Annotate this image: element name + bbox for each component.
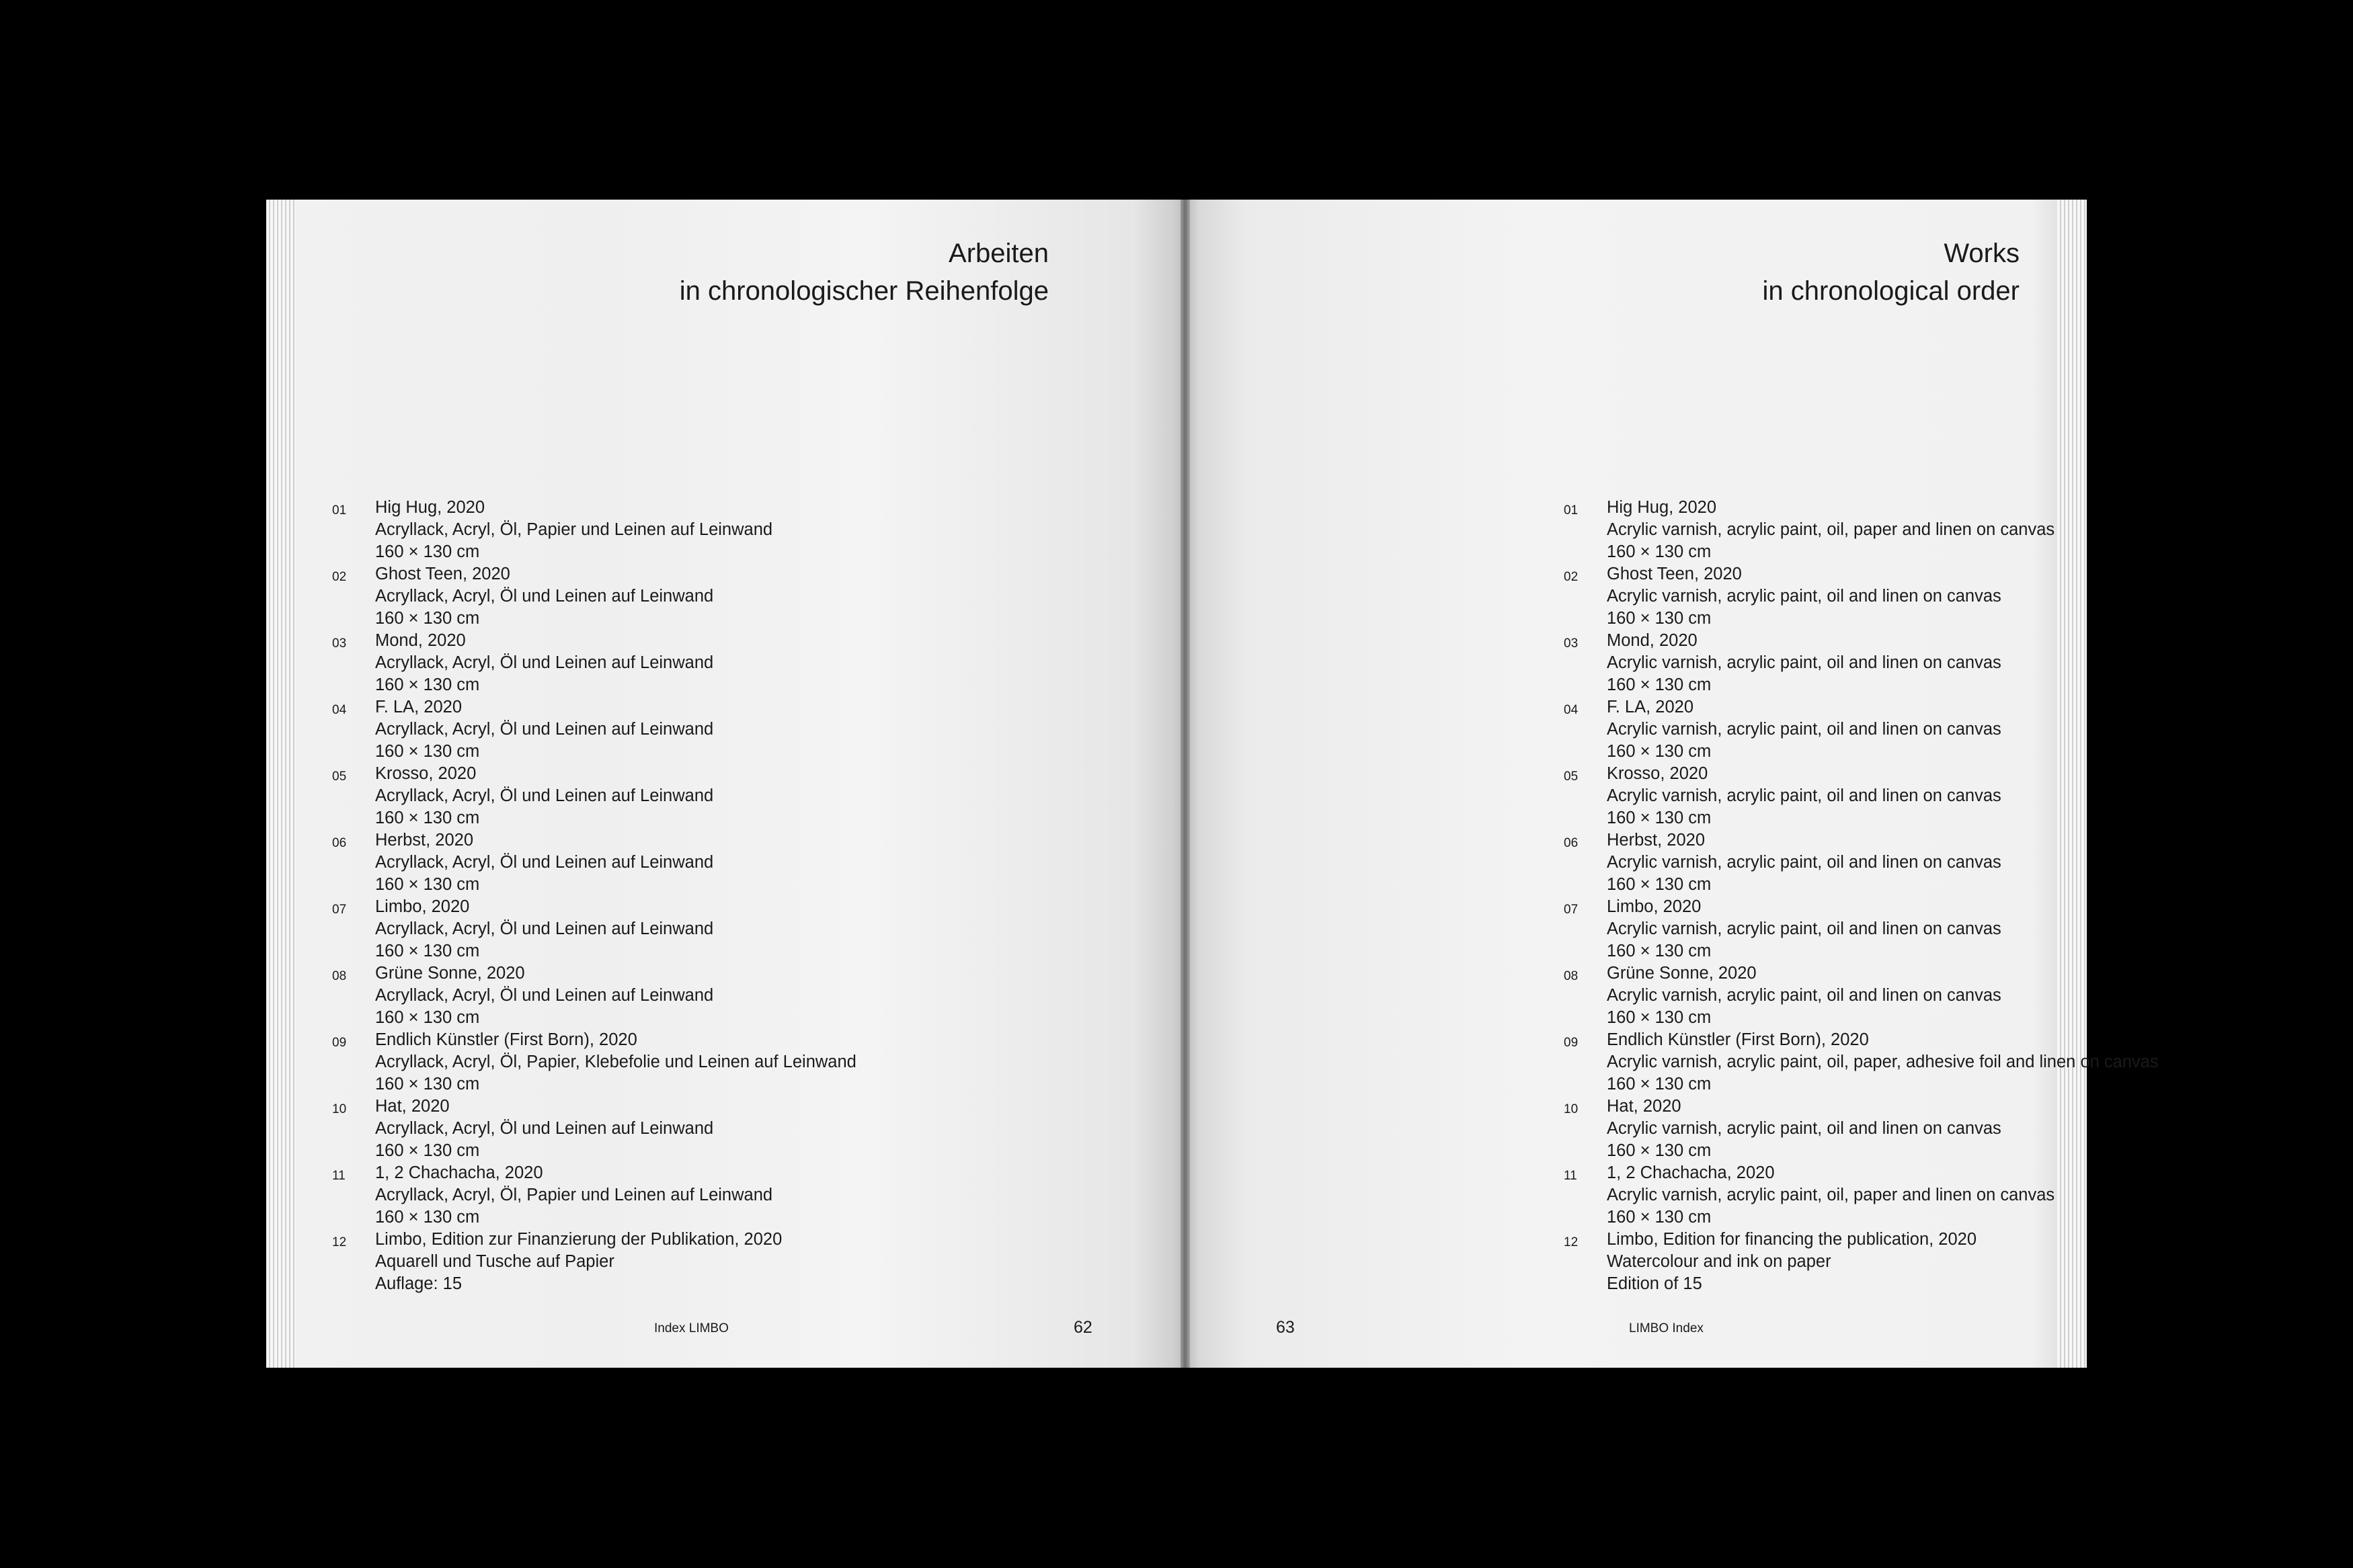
work-entry	[1564, 962, 2159, 1029]
entry-number: 05	[332, 770, 347, 784]
work-dimensions: 160 × 130 cm	[1607, 1208, 1712, 1227]
entry-details	[1607, 1029, 2159, 1096]
works-list	[332, 497, 856, 1295]
entry-number: 08	[332, 969, 347, 983]
entry-number: 05	[1564, 770, 1579, 784]
entry-details	[375, 763, 856, 829]
work-title: Mond, 2020	[1607, 631, 1698, 650]
work-title: Hat, 2020	[375, 1097, 450, 1116]
work-entry	[1564, 630, 2159, 696]
work-title: Endlich Künstler (First Born), 2020	[1607, 1030, 1869, 1049]
entry-number: 09	[1564, 1036, 1579, 1050]
work-entry	[332, 763, 856, 829]
work-medium: Acryllack, Acryl, Öl, Papier und Leinen auf Leinwand	[375, 520, 773, 539]
work-title: Limbo, Edition zur Finanzierung der Publikation, 2020	[375, 1230, 783, 1249]
work-entry	[1564, 1229, 2159, 1295]
work-medium: Acrylic varnish, acrylic paint, oil and linen on canvas	[1607, 587, 2001, 606]
work-medium: Watercolour and ink on paper	[1607, 1252, 1831, 1271]
page-heading	[1763, 235, 2020, 310]
entry-details	[1607, 497, 2159, 563]
work-dimensions: 160 × 130 cm	[375, 875, 480, 894]
work-entry	[332, 1229, 856, 1295]
work-medium: Acryllack, Acryl, Öl und Leinen auf Leinwand	[375, 653, 714, 672]
work-title: Grüne Sonne, 2020	[375, 964, 525, 983]
work-medium: Acryllack, Acryl, Öl und Leinen auf Leinwand	[375, 1119, 714, 1138]
entry-number: 11	[332, 1169, 346, 1183]
work-title: Endlich Künstler (First Born), 2020	[375, 1030, 637, 1049]
entry-details	[1607, 962, 2159, 1029]
entry-details	[1607, 630, 2159, 696]
page-number: 62	[1074, 1318, 1092, 1337]
work-dimensions: 160 × 130 cm	[375, 542, 480, 561]
work-entry	[332, 1096, 856, 1162]
entry-number: 04	[332, 703, 347, 717]
work-medium: Acrylic varnish, acrylic paint, oil and linen on canvas	[1607, 919, 2001, 938]
work-entry	[332, 962, 856, 1029]
work-title: 1, 2 Chachacha, 2020	[1607, 1163, 1775, 1182]
page-edge	[266, 200, 296, 1368]
work-medium: Aquarell und Tusche auf Papier	[375, 1252, 614, 1271]
entry-number: 01	[332, 503, 347, 518]
work-entry	[332, 563, 856, 630]
work-medium: Acrylic varnish, acrylic paint, oil and linen on canvas	[1607, 853, 2001, 872]
running-footer: LIMBO Index	[1629, 1321, 1704, 1335]
work-medium: Acryllack, Acryl, Öl, Papier und Leinen auf Leinwand	[375, 1186, 773, 1204]
work-dimensions: 160 × 130 cm	[1607, 609, 1712, 628]
work-entry	[1564, 763, 2159, 829]
entry-details	[375, 829, 856, 896]
entry-details	[1607, 829, 2159, 896]
entry-number: 11	[1564, 1169, 1577, 1183]
entry-number: 03	[332, 636, 347, 651]
work-title: Hat, 2020	[1607, 1097, 1681, 1116]
open-book	[266, 200, 2159, 1368]
work-entry	[1564, 1096, 2159, 1162]
work-title: Hig Hug, 2020	[375, 498, 485, 517]
heading-line: in chronologischer Reihenfolge	[679, 276, 1049, 306]
work-entry	[332, 497, 856, 563]
work-dimensions: 160 × 130 cm	[375, 809, 480, 827]
entry-number: 08	[1564, 969, 1579, 983]
work-dimensions: 160 × 130 cm	[375, 742, 480, 761]
work-medium: Acryllack, Acryl, Öl und Leinen auf Leinwand	[375, 786, 714, 805]
entry-number: 12	[332, 1235, 347, 1249]
entry-details	[1607, 1096, 2159, 1162]
work-title: Ghost Teen, 2020	[375, 565, 510, 583]
entry-number: 02	[332, 570, 347, 584]
work-entry	[332, 1162, 856, 1229]
work-title: Ghost Teen, 2020	[1607, 565, 1742, 583]
work-title: Herbst, 2020	[1607, 831, 1706, 850]
entry-details	[375, 630, 856, 696]
work-title: Limbo, 2020	[375, 897, 470, 916]
work-dimensions: 160 × 130 cm	[1607, 875, 1712, 894]
work-title: Herbst, 2020	[375, 831, 474, 850]
work-entry	[1564, 829, 2159, 896]
work-entry	[1564, 1162, 2159, 1229]
work-dimensions: 160 × 130 cm	[1607, 1008, 1712, 1027]
entry-number: 03	[1564, 636, 1579, 651]
work-dimensions: 160 × 130 cm	[375, 1208, 480, 1227]
heading-line: Works	[1944, 239, 2020, 268]
work-entry	[332, 630, 856, 696]
work-medium: Acrylic varnish, acrylic paint, oil, paper and linen on canvas	[1607, 520, 2055, 539]
work-medium: Acryllack, Acryl, Öl und Leinen auf Leinwand	[375, 853, 714, 872]
entry-number: 10	[1564, 1102, 1579, 1116]
work-dimensions: 160 × 130 cm	[1607, 1075, 1712, 1094]
work-title: Mond, 2020	[375, 631, 466, 650]
work-title: Grüne Sonne, 2020	[1607, 964, 1757, 983]
work-title: F. LA, 2020	[1607, 698, 1694, 716]
work-entry	[332, 696, 856, 763]
left-page	[266, 200, 1185, 1368]
book-gutter	[1181, 200, 1190, 1368]
work-title: Limbo, Edition for financing the publication, 2020	[1607, 1230, 1977, 1249]
entry-number: 07	[1564, 903, 1579, 917]
work-dimensions: 160 × 130 cm	[1607, 1141, 1712, 1160]
work-entry	[1564, 696, 2159, 763]
entry-number: 04	[1564, 703, 1579, 717]
work-dimensions: 160 × 130 cm	[375, 609, 480, 628]
entry-details	[1607, 896, 2159, 962]
work-title: 1, 2 Chachacha, 2020	[375, 1163, 543, 1182]
work-medium: Acrylic varnish, acrylic paint, oil and linen on canvas	[1607, 786, 2001, 805]
work-entry	[332, 1029, 856, 1096]
work-entry	[1564, 563, 2159, 630]
entry-number: 06	[1564, 836, 1579, 850]
work-medium: Acryllack, Acryl, Öl und Leinen auf Leinwand	[375, 720, 714, 739]
work-medium: Acrylic varnish, acrylic paint, oil and linen on canvas	[1607, 1119, 2001, 1138]
work-title: Limbo, 2020	[1607, 897, 1702, 916]
work-dimensions: Auflage: 15	[375, 1274, 463, 1293]
entry-number: 02	[1564, 570, 1579, 584]
entry-details	[375, 896, 856, 962]
work-title: Krosso, 2020	[375, 764, 477, 783]
entry-number: 07	[332, 903, 347, 917]
page-number: 63	[1276, 1318, 1295, 1337]
work-entry	[1564, 497, 2159, 563]
work-medium: Acrylic varnish, acrylic paint, oil, paper, adhesive foil and linen on canvas	[1607, 1053, 2159, 1071]
entry-details	[375, 1162, 856, 1229]
entry-details	[1607, 1162, 2159, 1229]
work-dimensions: 160 × 130 cm	[1607, 742, 1712, 761]
entry-details	[1607, 696, 2159, 763]
entry-number: 09	[332, 1036, 347, 1050]
work-dimensions: 160 × 130 cm	[375, 942, 480, 960]
entry-details	[375, 1096, 856, 1162]
work-dimensions: 160 × 130 cm	[375, 1141, 480, 1160]
work-title: F. LA, 2020	[375, 698, 463, 716]
work-entry	[1564, 1029, 2159, 1096]
work-medium: Acryllack, Acryl, Öl und Leinen auf Leinwand	[375, 986, 714, 1005]
entry-details	[375, 1029, 856, 1096]
work-medium: Acryllack, Acryl, Öl und Leinen auf Leinwand	[375, 587, 714, 606]
work-dimensions: 160 × 130 cm	[1607, 542, 1712, 561]
work-medium: Acryllack, Acryl, Öl und Leinen auf Leinwand	[375, 919, 714, 938]
entry-details	[375, 563, 856, 630]
entry-number: 01	[1564, 503, 1579, 518]
entry-details	[375, 696, 856, 763]
work-title: Krosso, 2020	[1607, 764, 1708, 783]
heading-line: in chronological order	[1762, 276, 2020, 306]
work-dimensions: 160 × 130 cm	[1607, 675, 1712, 694]
entry-number: 06	[332, 836, 347, 850]
work-entry	[332, 896, 856, 962]
work-dimensions: Edition of 15	[1607, 1274, 1702, 1293]
works-list	[1564, 497, 2159, 1295]
entry-details	[375, 1229, 856, 1295]
heading-line: Arbeiten	[949, 239, 1049, 268]
page-heading	[680, 235, 1049, 310]
work-medium: Acrylic varnish, acrylic paint, oil and linen on canvas	[1607, 653, 2001, 672]
entry-details	[375, 962, 856, 1029]
work-entry	[1564, 896, 2159, 962]
entry-details	[1607, 563, 2159, 630]
running-footer: Index LIMBO	[654, 1321, 729, 1335]
entry-details	[1607, 1229, 2159, 1295]
entry-number: 10	[332, 1102, 347, 1116]
right-page	[1185, 200, 2159, 1368]
work-title: Hig Hug, 2020	[1607, 498, 1717, 517]
work-dimensions: 160 × 130 cm	[375, 1008, 480, 1027]
work-dimensions: 160 × 130 cm	[375, 1075, 480, 1094]
work-dimensions: 160 × 130 cm	[1607, 809, 1712, 827]
entry-number: 12	[1564, 1235, 1579, 1249]
work-medium: Acrylic varnish, acrylic paint, oil and linen on canvas	[1607, 986, 2001, 1005]
entry-details	[1607, 763, 2159, 829]
work-medium: Acrylic varnish, acrylic paint, oil, paper and linen on canvas	[1607, 1186, 2055, 1204]
entry-details	[375, 497, 856, 563]
work-medium: Acryllack, Acryl, Öl, Papier, Klebefolie und Leinen auf Leinwand	[375, 1053, 856, 1071]
work-dimensions: 160 × 130 cm	[1607, 942, 1712, 960]
work-dimensions: 160 × 130 cm	[375, 675, 480, 694]
work-medium: Acrylic varnish, acrylic paint, oil and linen on canvas	[1607, 720, 2001, 739]
work-entry	[332, 829, 856, 896]
